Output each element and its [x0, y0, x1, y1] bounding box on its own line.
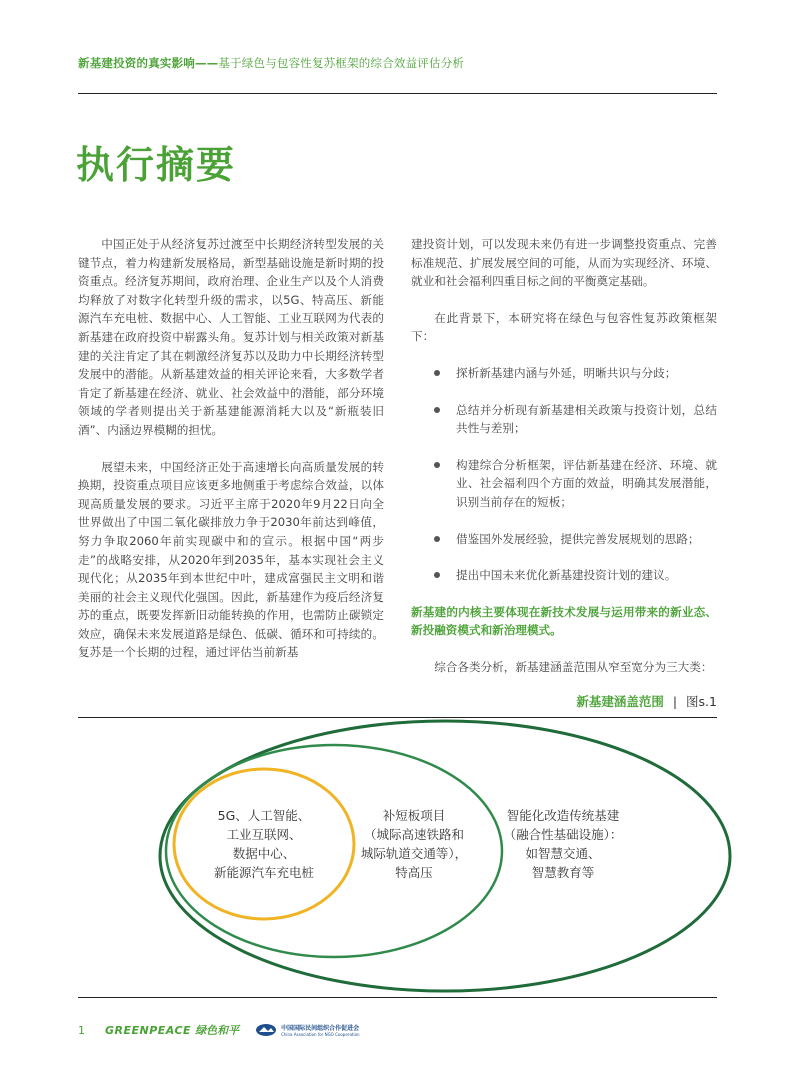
paragraph-closing: 综合各类分析，新基建涵盖范围从窄至宽分为三大类： — [434, 659, 713, 674]
greenpeace-logo: GREENPEACE — [105, 1023, 192, 1037]
figure-caption — [576, 692, 717, 710]
bullet-icon — [434, 572, 440, 578]
paragraph-intro: 在此背景下，本研究将在绿色与包容性复苏政策框架下： — [411, 310, 717, 344]
page-footer — [78, 1022, 360, 1038]
cango-logo — [255, 1023, 359, 1037]
list-item: 总结并分析现有新基建相关政策与投资计划，总结共性与差别； — [411, 401, 717, 438]
figure-number: 图s.1 — [686, 694, 717, 709]
key-finding: 新基建的内核主要体现在新技术发展与运用带来的新业态、新投融资模式和新治理模式。 — [411, 604, 717, 638]
paragraph: 展望未来，中国经济正处于高速增长向高质量发展的转换期，投资重点项目应该更多地侧重于考虑综合效益，以体现高质量发展的要求。习近平主席于2020年9月22日向全世界做出了中国二氧化碳排放力争于2030年前达到峰值，努力争取2060年前实现碳中和的宣示。根据中国“两步走”的战略安排，从2020年到2035年，基本实现社会主义现代化；从2035年到本世纪中叶，建成富强民主文明和谐美丽的社会主义现代化强国。因此，新基建作为疫后经济复苏的重点，既要发挥新旧动能转换的作用，也需防止碳锁定效应，确保未来发展道路是绿色、低碳、循环和可持续的。复苏是一个长期的过程，通过评估当前新基 — [78, 459, 384, 660]
figure-separator: | — [672, 693, 678, 709]
cango-name-cn: 中国国际民间组织合作促进会 — [281, 1025, 360, 1032]
list-item: 构建综合分析框架，评估新基建在经济、环境、就业、社会福利四个方面的效益，明确其发展潜能，识别当前存在的短板； — [411, 456, 717, 512]
paragraph-continuation: 建投资计划，可以发现未来仍有进一步调整投资重点、完善标准规范、扩展发展空间的可能，从而为实现经济、环境、就业和社会福利四重目标之间的平衡奠定基础。 — [411, 237, 717, 289]
footer-divider — [78, 997, 717, 998]
page-title: 执行摘要 — [76, 143, 237, 187]
cango-name-en: China Association for NGO Cooperation — [281, 1032, 360, 1037]
running-header — [78, 55, 464, 71]
objectives-list — [411, 364, 717, 585]
bullet-icon — [434, 370, 440, 376]
header-divider — [78, 93, 717, 94]
outer-circle-label: 智能化改造传统基建 （融合性基础设施）： 如智慧交通、 智慧教育等 — [503, 808, 623, 880]
right-column — [411, 235, 717, 695]
figure-name: 新基建涵盖范围 — [576, 694, 664, 709]
bullet-icon — [434, 462, 440, 468]
header-title-main: 新基建投资的真实影响—— — [78, 56, 219, 70]
list-item: 探析新基建内涵与外延，明晰共识与分歧； — [411, 364, 717, 383]
greenpeace-cn-logo: 绿色和平 — [195, 1024, 240, 1037]
list-item: 提出中国未来优化新基建投资计划的建议。 — [411, 566, 717, 585]
figure-top-divider — [78, 717, 717, 718]
bullet-icon — [434, 407, 440, 413]
left-column — [78, 235, 384, 680]
header-title-sub: 基于绿色与包容性复苏框架的综合效益评估分析 — [218, 56, 465, 70]
list-item: 借鉴国外发展经验，提供完善发展规划的思路； — [411, 530, 717, 549]
cango-emblem-icon — [255, 1023, 277, 1037]
inner-circle-label: 5G、人工智能、 工业互联网、 数据中心、 新能源汽车充电桩 — [213, 808, 314, 880]
middle-circle-label: 补短板项目 （城际高速铁路和 城际轨道交通等）， 特高压 — [360, 808, 468, 880]
bullet-icon — [434, 536, 440, 542]
paragraph: 中国正处于从经济复苏过渡至中长期经济转型发展的关键节点，着力构建新发展格局，新型基础设施是新时期的投资重点。经济复苏期间，政府治理、企业生产以及个人消费均释放了对数字化转型升级的需求，以5G、特高压、新能源汽车充电桩、数据中心、人工智能、工业互联网为代表的新基建在政府投资中崭露头角。复苏计划与相关政策对新基建的关注肯定了其在刺激经济复苏以及助力中长期经济转型发展中的潜能。从新基建效益的相关评论来看，大多数学者肯定了新基建在经济、就业、社会效益中的潜能，部分环境领域的学者则提出关于新基建能源消耗大以及“新瓶装旧酒”、内涵边界模糊的担忧。 — [78, 237, 384, 437]
page-number: 1 — [78, 1023, 85, 1037]
